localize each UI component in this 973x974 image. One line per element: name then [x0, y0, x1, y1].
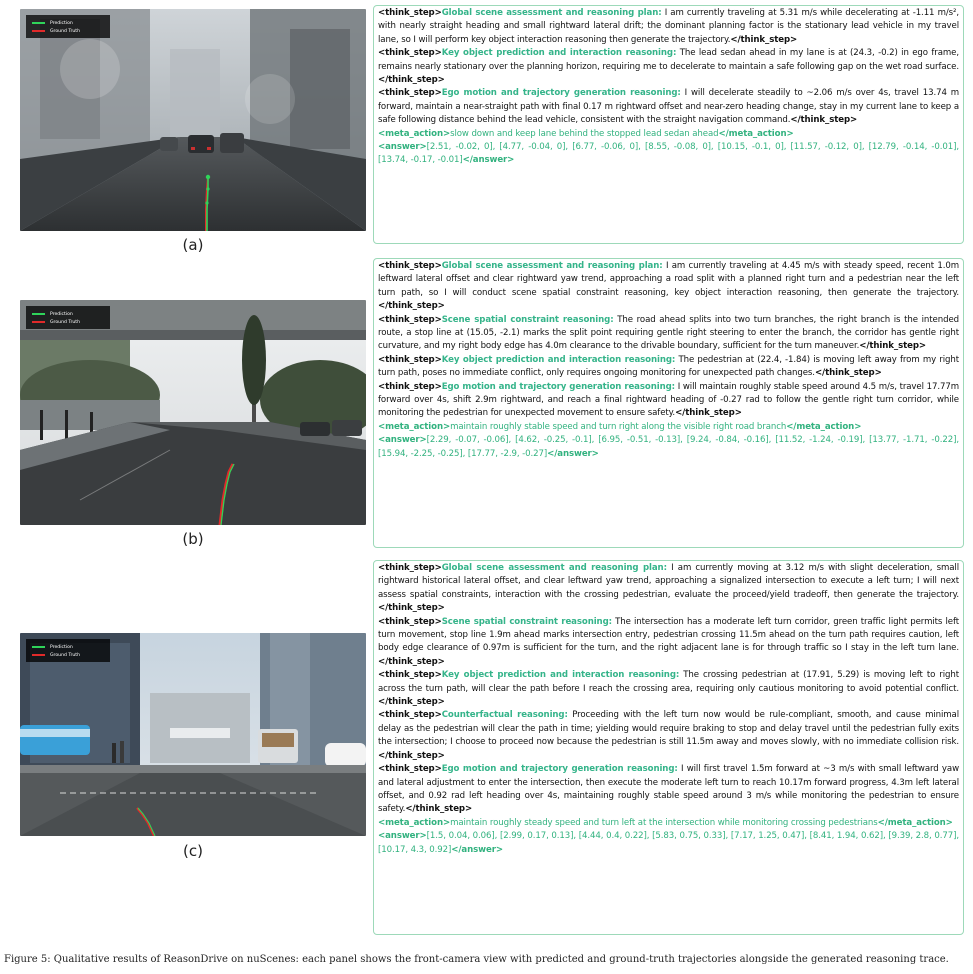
legend-ground-truth: Ground Truth [50, 319, 80, 325]
answer: <answer>[1.5, 0.04, 0.06], [2.99, 0.17, 0.13], [4.44, 0.4, 0.22], [5.83, 0.75, 0.33], [7.17, 1.25, 0.47], [8.41, 1.94, 0.62], [9.39, 2.8, 0.77], [10.17, 4.3, 0.92]</answer> [378, 831, 959, 855]
meta-action: <meta_action>slow down and keep lane behind the stopped lead sedan ahead</meta_action> [378, 128, 794, 139]
camera-image-a [20, 9, 366, 231]
think-step: <think_step>Key object prediction and interaction reasoning: The lead sedan ahead in my lane is at (24.3, -0.2) in ego frame, remains nearly stationary over the planning horizon, requiring me to decelerate to maintain a safe following gap on the wet road surface.</think_step> [378, 48, 959, 86]
prediction-line-icon [32, 313, 45, 315]
legend-prediction: Prediction [50, 20, 73, 26]
reasoning-box-a [373, 5, 964, 244]
think-step: <think_step>Counterfactual reasoning: Proceeding with the left turn now would be rule-compliant, smooth, and cause minimal delay as the pedestrian will clear the path in time; yielding would require braking to stop and delay travel until the pedestrian fully exits the intersection; I choose to proceed now because the pedestrian is still 11.5m away and moves slowly, with no immediate collision risk.</think_step> [378, 710, 959, 761]
camera-image-b [20, 300, 366, 525]
figure-caption: Figure 5: Qualitative results of ReasonDrive on nuScenes: each panel shows the front-camera view with predicted and ground-truth trajectories alongside the generated reasoning trace. [4, 954, 949, 965]
think-step: <think_step>Global scene assessment and reasoning plan: I am currently moving at 3.12 m/s with slight deceleration, small rightward historical lateral offset, and clear leftward yaw trend, approaching a signalized intersection to execute a left turn; I will next assess spatial constraints, interaction with the crossing pedestrian, evaluate the proceed/yield tradeoff, then generate the trajectory.</think_step> [378, 563, 960, 614]
prediction-line-icon [32, 646, 45, 648]
trajectory-legend [26, 306, 110, 329]
road-split-scene [20, 300, 366, 525]
think-step: <think_step>Ego motion and trajectory generation reasoning: I will decelerate steadily to ~2.06 m/s over 4s, travel 13.74 m forward, maintain a near-straight path with final 0.17 m rightward offset and near-zero heading change, stay in my current lane to keep a safe following distance behind the lead vehicle, consistent with the straight navigation command.</think_step> [378, 88, 959, 126]
think-step: <think_step>Key object prediction and interaction reasoning: The crossing pedestrian at (17.91, 5.29) is moving left to right across the turn path, will clear the path before I reach the crossing area, requiring only cautious monitoring to avoid potential conflict.</think_step> [378, 670, 959, 708]
panel-label-b: (b) [182, 530, 204, 548]
legend-prediction: Prediction [50, 311, 73, 317]
intersection-scene [20, 633, 366, 836]
ground-truth-line-icon [32, 654, 45, 656]
reasoning-box-c [373, 560, 964, 935]
panel-label-a: (a) [182, 236, 204, 254]
think-step: <think_step>Ego motion and trajectory generation reasoning: I will first travel 1.5m forward at ~3 m/s with small leftward yaw and lateral adjustment to enter the intersection, then execute the moderate left turn to reach 10.17m forward progress, 4.3m left lateral offset, and 0.92 rad left heading over 4s, maintaining roughly stable speed around 3 m/s while monitoring the pedestrian to ensure safety.</think_step> [378, 764, 959, 815]
think-step: <think_step>Scene spatial constraint reasoning: The road ahead splits into two turn branches, the right branch is the intended route, a stop line at (15.05, -2.1) marks the split point requiring gentle right steering to enter the branch, the corridor has gentle right curvature, and my right body edge has 4.0m clearance to the drivable boundary, sufficient for the turn maneuver.</think_step> [378, 314, 959, 352]
answer: <answer>[2.51, -0.02, 0], [4.77, -0.04, 0], [6.77, -0.06, 0], [8.55, -0.08, 0], [10.15, -0.1, 0], [11.57, -0.12, 0], [12.79, -0.14, -0.01], [13.74, -0.17, -0.01]</answer> [378, 142, 959, 166]
trajectory-legend [26, 639, 110, 662]
think-step: <think_step>Scene spatial constraint reasoning: The intersection has a moderate left turn corridor, green traffic light permits left turn movement, stop line 1.9m ahead marks intersection entry, pedestrian crossing 11.5m ahead on the turn path requires caution, left body edge clearance of 0.97m is sufficient for the turn, and the right adjacent lane is for through traffic so I stay in the left turn lane.</think_step> [378, 616, 959, 667]
prediction-line-icon [32, 22, 45, 24]
think-step: <think_step>Global scene assessment and reasoning plan: I am currently traveling at 5.31 m/s while decelerating at -1.11 m/s², with nearly straight heading and small rightward lateral drift; the dominant planning factor is the stationary lead vehicle in my travel lane, so I will perform key object interaction reasoning then generate the trajectory.</think_step> [378, 8, 959, 45]
think-step: <think_step>Key object prediction and interaction reasoning: The pedestrian at (22.4, -1.84) is moving left away from my right turn path, poses no immediate conflict, only requires ongoing monitoring for unexpected path changes.</think_step> [378, 354, 960, 379]
legend-prediction: Prediction [50, 644, 73, 650]
trajectory-legend [26, 15, 110, 38]
answer: <answer>[2.29, -0.07, -0.06], [4.62, -0.25, -0.1], [6.95, -0.51, -0.13], [9.24, -0.84, -0.16], [11.52, -1.24, -0.19], [13.77, -1.71, -0.22], [15.94, -2.25, -0.25], [17.77, -2.9, -0.27]</answer> [378, 435, 959, 459]
rainy-street-scene [20, 9, 366, 231]
think-step: <think_step>Ego motion and trajectory generation reasoning: I will maintain roughly stable speed around 4.5 m/s, travel 17.77m forward over 4s, shift 2.9m rightward, and reach a final rightward heading of -0.27 rad to follow the gentle right turn corridor, while monitoring the pedestrian for unexpected movement to ensure safety.</think_step> [378, 381, 959, 419]
meta-action: <meta_action>maintain roughly stable speed and turn right along the visible right road branch</meta_action> [378, 421, 862, 432]
legend-ground-truth: Ground Truth [50, 28, 80, 34]
think-step: <think_step>Global scene assessment and reasoning plan: I am currently traveling at 4.45 m/s with steady speed, recent 1.0m leftward lateral offset and clear rightward yaw trend, approaching a road split with a planned right turn and a pedestrian near the left turn path, so I will conduct scene spatial constraint reasoning, key object interaction reasoning, then generate the trajectory.</think_step> [378, 261, 959, 312]
camera-image-c [20, 633, 366, 836]
ground-truth-line-icon [32, 321, 45, 323]
ground-truth-line-icon [32, 30, 45, 32]
panel-label-c: (c) [183, 842, 203, 860]
meta-action: <meta_action>maintain roughly steady speed and turn left at the intersection while monitoring crossing pedestrians</meta_action> [378, 817, 953, 828]
legend-ground-truth: Ground Truth [50, 652, 80, 658]
reasoning-box-b [373, 258, 964, 548]
